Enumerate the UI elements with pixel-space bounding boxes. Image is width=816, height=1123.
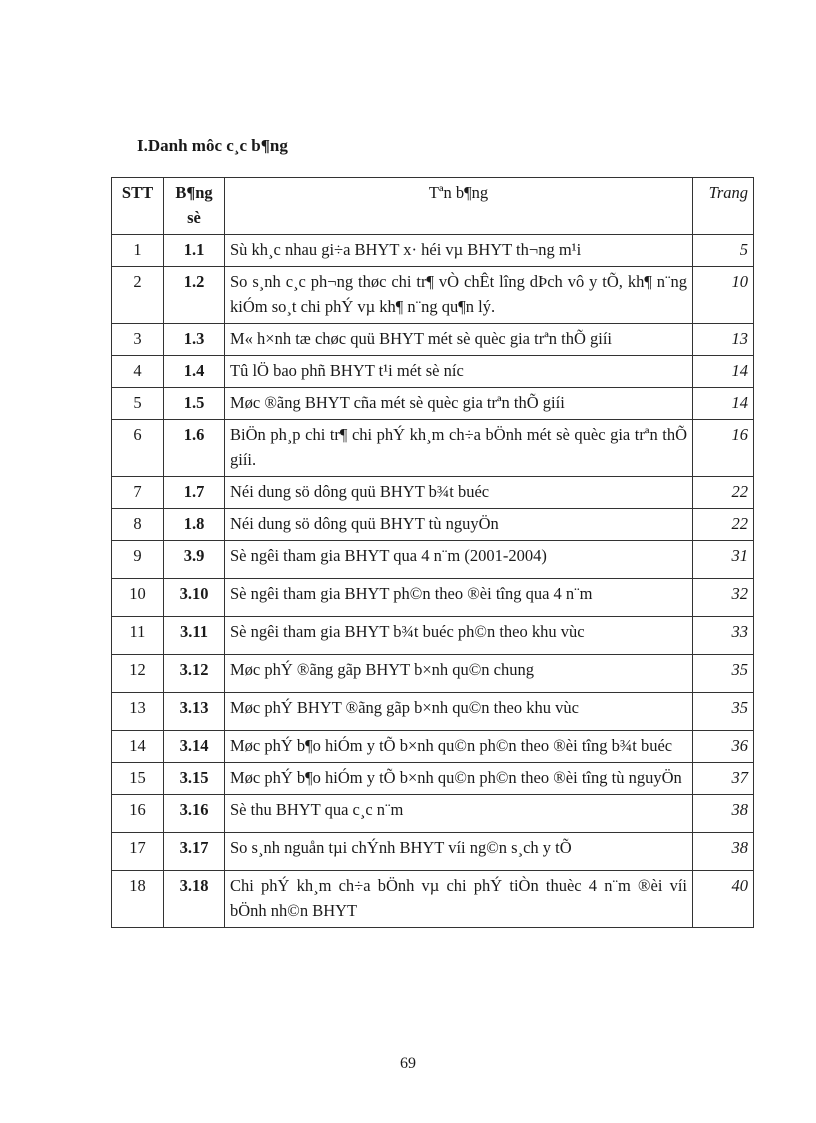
table-header-row (112, 178, 754, 235)
row-number: 3.9 (164, 541, 225, 579)
row-name: So s¸nh c¸c ph¬ng thøc chi tr¶ vÒ chÊt lîng dÞch vô y tÕ, kh¶ n¨ng kiÓm so¸t chi phÝ vµ kh¶ n¨ng qu¶n lý. (225, 267, 693, 324)
row-name: Møc phÝ BHYT ®ãng gãp b×nh qu©n theo khu vùc (225, 693, 693, 731)
row-page: 40 (693, 871, 754, 928)
row-number: 1.4 (164, 356, 225, 388)
row-stt: 7 (112, 477, 164, 509)
row-name: Møc phÝ b¶o hiÓm y tÕ b×nh qu©n ph©n theo ®èi tîng tù nguyÖn (225, 763, 693, 795)
table-row (112, 420, 754, 477)
row-stt: 17 (112, 833, 164, 871)
row-number: 1.1 (164, 235, 225, 267)
row-page: 35 (693, 693, 754, 731)
table-row (112, 267, 754, 324)
section-heading: I.Danh môc c¸c b¶ng (137, 136, 288, 155)
row-stt: 10 (112, 579, 164, 617)
row-name: Møc phÝ b¶o hiÓm y tÕ b×nh qu©n ph©n theo ®èi tîng b¾t buéc (225, 731, 693, 763)
row-number: 1.5 (164, 388, 225, 420)
table-row (112, 655, 754, 693)
header-number: B¶ng sè (164, 178, 225, 235)
row-page: 13 (693, 324, 754, 356)
row-stt: 18 (112, 871, 164, 928)
table-row (112, 763, 754, 795)
row-name: Møc ®ãng BHYT cña mét sè quèc gia trªn thÕ giíi (225, 388, 693, 420)
row-number: 3.18 (164, 871, 225, 928)
row-stt: 13 (112, 693, 164, 731)
table-row (112, 388, 754, 420)
row-stt: 16 (112, 795, 164, 833)
header-name: Tªn b¶ng (225, 178, 693, 235)
row-name: Sè thu BHYT qua c¸c n¨m (225, 795, 693, 833)
row-stt: 6 (112, 420, 164, 477)
row-page: 22 (693, 477, 754, 509)
table-row (112, 509, 754, 541)
row-page: 36 (693, 731, 754, 763)
row-stt: 2 (112, 267, 164, 324)
row-number: 1.2 (164, 267, 225, 324)
row-stt: 5 (112, 388, 164, 420)
row-stt: 8 (112, 509, 164, 541)
row-page: 33 (693, 617, 754, 655)
row-stt: 12 (112, 655, 164, 693)
table-row (112, 871, 754, 928)
table-row (112, 541, 754, 579)
row-number: 1.3 (164, 324, 225, 356)
row-number: 3.10 (164, 579, 225, 617)
row-name: Sù kh¸c nhau gi÷a BHYT x· héi vµ BHYT th¬ng m¹i (225, 235, 693, 267)
row-page: 14 (693, 356, 754, 388)
row-number: 1.7 (164, 477, 225, 509)
row-name: M« h×nh tæ chøc quü BHYT mét sè quèc gia trªn thÕ giíi (225, 324, 693, 356)
row-name: Sè ngêi tham gia BHYT qua 4 n¨m (2001-2004) (225, 541, 693, 579)
row-number: 3.11 (164, 617, 225, 655)
row-stt: 1 (112, 235, 164, 267)
table-row (112, 356, 754, 388)
row-stt: 3 (112, 324, 164, 356)
row-page: 32 (693, 579, 754, 617)
table-row (112, 477, 754, 509)
table-row (112, 617, 754, 655)
page-number: 69 (400, 1055, 416, 1072)
row-page: 35 (693, 655, 754, 693)
table-row (112, 693, 754, 731)
row-page: 22 (693, 509, 754, 541)
row-page: 38 (693, 833, 754, 871)
row-page: 14 (693, 388, 754, 420)
row-page: 10 (693, 267, 754, 324)
table-row (112, 795, 754, 833)
row-number: 3.13 (164, 693, 225, 731)
row-number: 3.16 (164, 795, 225, 833)
row-page: 16 (693, 420, 754, 477)
row-stt: 9 (112, 541, 164, 579)
table-row (112, 833, 754, 871)
row-number: 1.6 (164, 420, 225, 477)
row-stt: 11 (112, 617, 164, 655)
table-row (112, 324, 754, 356)
table-list (111, 177, 754, 928)
row-name: So s¸nh nguån tµi chÝnh BHYT víi ng©n s¸ch y tÕ (225, 833, 693, 871)
row-page: 5 (693, 235, 754, 267)
row-number: 3.17 (164, 833, 225, 871)
row-number: 3.12 (164, 655, 225, 693)
row-number: 1.8 (164, 509, 225, 541)
row-stt: 14 (112, 731, 164, 763)
row-number: 3.15 (164, 763, 225, 795)
table-row (112, 579, 754, 617)
row-name: BiÖn ph¸p chi tr¶ chi phÝ kh¸m ch÷a bÖnh mét sè quèc gia trªn thÕ giíi. (225, 420, 693, 477)
row-stt: 15 (112, 763, 164, 795)
row-name: Sè ngêi tham gia BHYT ph©n theo ®èi tîng qua 4 n¨m (225, 579, 693, 617)
table-row (112, 731, 754, 763)
row-name: Chi phÝ kh¸m ch÷a bÖnh vµ chi phÝ tiÒn thuèc 4 n¨m ®èi víi bÖnh nh©n BHYT (225, 871, 693, 928)
header-page: Trang (693, 178, 754, 235)
row-name: Sè ngêi tham gia BHYT b¾t buéc ph©n theo khu vùc (225, 617, 693, 655)
header-stt: STT (112, 178, 164, 235)
row-stt: 4 (112, 356, 164, 388)
row-name: Néi dung sö dông quü BHYT tù nguyÖn (225, 509, 693, 541)
row-page: 38 (693, 795, 754, 833)
table-row (112, 235, 754, 267)
row-name: Néi dung sö dông quü BHYT b¾t buéc (225, 477, 693, 509)
row-page: 31 (693, 541, 754, 579)
row-name: Møc phÝ ®ãng gãp BHYT b×nh qu©n chung (225, 655, 693, 693)
row-page: 37 (693, 763, 754, 795)
row-number: 3.14 (164, 731, 225, 763)
row-name: Tû lÖ bao phñ BHYT t¹i mét sè níc (225, 356, 693, 388)
